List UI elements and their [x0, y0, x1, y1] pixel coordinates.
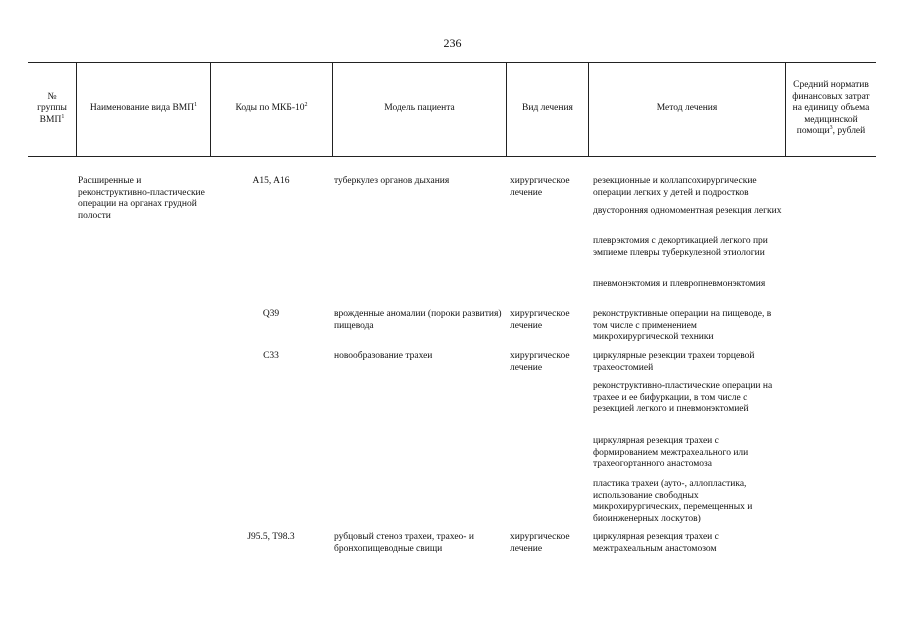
patient-model: рубцовый стеноз трахеи, трахео- и бронхопищеводные свищи — [334, 532, 474, 554]
patient-model: новообразование трахеи — [334, 351, 433, 361]
treatment-method: реконструктивные операции на пищеводе, в том числе с применением микрохирургической техники — [593, 309, 772, 343]
treatment-method: циркулярная резекция трахеи с межтрахеальным анастомозом — [593, 532, 719, 554]
treatment-type: хирургическое лечение — [510, 351, 570, 373]
header-treatment-type: Вид лечения — [522, 103, 573, 114]
page-number: 236 — [443, 36, 462, 50]
treatment-method: резекционные и коллапсохирургические операции легких у детей и подростков — [593, 176, 757, 198]
header-group-number: № группы ВМП$^1$ — [37, 91, 67, 125]
patient-model: туберкулез органов дыхания — [334, 176, 450, 186]
header-icd-codes: Коды по МКБ-$10^2$ — [235, 102, 308, 114]
header-treatment-method: Метод лечения — [656, 103, 718, 114]
patient-model: врожденные аномалии (пороки развития) пищевода — [334, 309, 502, 331]
header-vmp-name: Наименование вида ВМП$^1$ — [89, 102, 198, 114]
treatment-type: хирургическое лечение — [510, 176, 570, 198]
treatment-method: реконструктивно-пластические операции на трахее и ее бифуркации, в том числе с резекцией легкого и пневмонэктомией — [593, 381, 773, 415]
treatment-method: плеврэктомия с декортикацией легкого при эмпиеме плевры туберкулезной этиологии — [593, 236, 768, 258]
icd-codes: J95.5, T98.3 — [247, 532, 295, 542]
header-financial-norm: Средний норматив финансовых затрат на единицу объема медицинской помощи$^3$, рублей — [792, 80, 870, 137]
treatment-method: пластика трахеи (ауто-, аллопластика, использование свободных микрохирургических, перемещенных и биоинженерных лоскутов) — [593, 479, 753, 524]
treatment-type: хирургическое лечение — [510, 532, 570, 554]
vmp-name: Расширенные и реконструктивно-пластические операции на органах грудной полости — [78, 176, 205, 221]
treatment-type: хирургическое лечение — [510, 309, 570, 331]
header-patient-model: Модель пациента — [384, 103, 455, 114]
icd-codes: A15, A16 — [252, 176, 290, 186]
icd-codes: C33 — [263, 351, 279, 361]
treatment-method: двусторонняя одномоментная резекция легких — [593, 206, 782, 216]
icd-codes: Q39 — [262, 309, 280, 319]
treatment-method: циркулярные резекции трахеи торцевой трахеостомией — [593, 351, 755, 373]
header-bottom-rule — [28, 156, 876, 157]
treatment-method: пневмонэктомия и плевропневмонэктомия — [593, 279, 766, 289]
treatment-method: циркулярная резекция трахеи с формированием межтрахеального или трахеогортанного анастомоза — [593, 436, 749, 470]
